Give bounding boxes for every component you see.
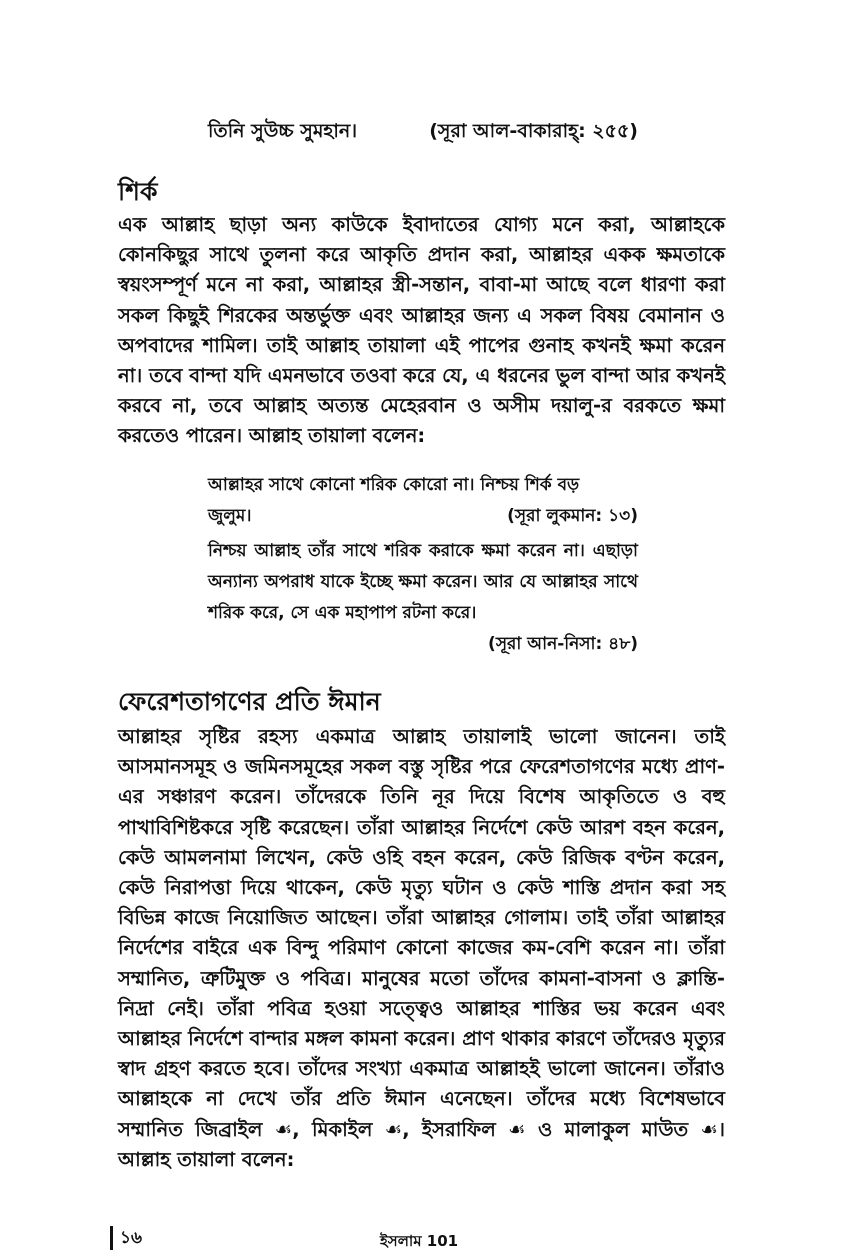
quote-nisa-text: নিশ্চয় আল্লাহ তাঁর সাথে শরিক করাকে ক্ষমা করেন না। এছাড়া অন্যান্য অপরাধ যাকে ইচ্ছে ক্ষমা করেন। আর যে আল্লাহর সাথে শরিক করে, সে এক মহাপাপ রটনা করে। [208, 541, 638, 623]
shirk-paragraph: এক আল্লাহ ছাড়া অন্য কাউকে ইবাদাতের যোগ্য মনে করা, আল্লাহকে কোনকিছুর সাথে তুলনা করে আকৃতি প্রদান করা, আল্লাহর একক ক্ষমতাকে স্বয়ংসম্পূর্ণ মনে না করা, আল্লাহর স্ত্রী-সন্তান, বাবা-মা আছে বলে ধারণা করা সকল কিছুই শিরকের অন্তর্ভুক্ত এবং আল্লাহর জন্য এ সকল বিষয় বেমানান ও অপবাদের শামিল। তাই আল্লাহ তায়ালা এই পাপের গুনাহ কখনই ক্ষমা করেন না। তবে বান্দা যদি এমনভাবে তওবা করে যে, এ ধরনের ভুল বান্দা আর কখনই করবে না, তবে আল্লাহ অত্যন্ত মেহেরবান ও অসীম দয়ালু-র বরকতে ক্ষমা করতেও পারেন। আল্লাহ তায়ালা বলেন: [118, 213, 725, 448]
section-heading-angels: ফেরেশতাগণের প্রতি ঈমান [118, 687, 381, 716]
quote-nisa-reference: (সূরা আন-নিসা: ৪৮) [488, 634, 638, 654]
angels-paragraph: আল্লাহর সৃষ্টির রহস্য একমাত্র আল্লাহ তায়ালাই ভালো জানেন। তাই আসমানসমূহ ও জমিনসমূহের সকল বস্তু সৃষ্টির পরে ফেরেশতাগণের মধ্যে প্রাণ-এর সঞ্চারণ করেন। তাঁদেরকে তিনি নূর দিয়ে বিশেষ আকৃতিতে ও বহু পাখাবিশিষ্টকরে সৃষ্টি করেছেন। তাঁরা আল্লাহর নির্দেশে কেউ আরশ বহন করেন, কেউ আমলনামা লিখেন, কেউ ওহি বহন করেন, কেউ রিজিক বণ্টন করেন, কেউ নিরাপত্তা দিয়ে থাকেন, কেউ মৃত্যু ঘটান ও কেউ শাস্তি প্রদান করা সহ বিভিন্ন কাজে নিয়োজিত আছেন। তাঁরা আল্লাহর গোলাম। তাই তাঁরা আল্লাহর নির্দেশের বাইরে এক বিন্দু পরিমাণ কোনো কাজের কম-বেশি করেন না। তাঁরা সম্মানিত, ত্রুটিমুক্ত ও পবিত্র। মানুষের মতো তাঁদের কামনা-বাসনা ও ক্লান্তি-নিদ্রা নেই। তাঁরা পবিত্র হওয়া সত্ত্বেও আল্লাহর শাস্তির ভয় করেন এবং আল্লাহর নির্দেশে বান্দার মঙ্গল কামনা করেন। প্রাণ থাকার কারণে তাঁদেরও মৃত্যুর স্বাদ গ্রহণ করতে হবে। তাঁদের সংখ্যা একমাত্র আল্লাহই ভালো জানেন। তাঁরাও আল্লাহকে না দেখে তাঁর প্রতি ঈমান এনেছেন। তাঁদের মধ্যে বিশেষভাবে সম্মানিত জিব্রাইল ☙, মিকাইল ☙, ইসরাফিল ☙ ও মালাকুল মাউত ☙। আল্লাহ তায়ালা বলেন: [118, 725, 725, 1171]
footer-divider [110, 1226, 113, 1250]
top-quote [208, 116, 638, 146]
page-number: ১৬ [120, 1228, 143, 1248]
quote-luqman-reference: (সূরা লুকমান: ১৩) [507, 506, 638, 526]
quote-luqman [208, 470, 638, 532]
quote-luqman-line2: জুলুম। [208, 506, 252, 526]
book-title: ইসলাম 101 [380, 1232, 459, 1250]
top-quote-reference: (সূরা আল-বাকারাহ্: ২৫৫) [429, 120, 638, 142]
quote-nisa [208, 536, 638, 660]
section-heading-shirk: শির্ক [118, 177, 158, 206]
top-quote-text: তিনি সুউচ্চ সুমহান। [208, 120, 358, 142]
quote-luqman-line1: আল্লাহর সাথে কোনো শরিক কোরো না। নিশ্চয় শির্ক বড় [208, 475, 580, 495]
